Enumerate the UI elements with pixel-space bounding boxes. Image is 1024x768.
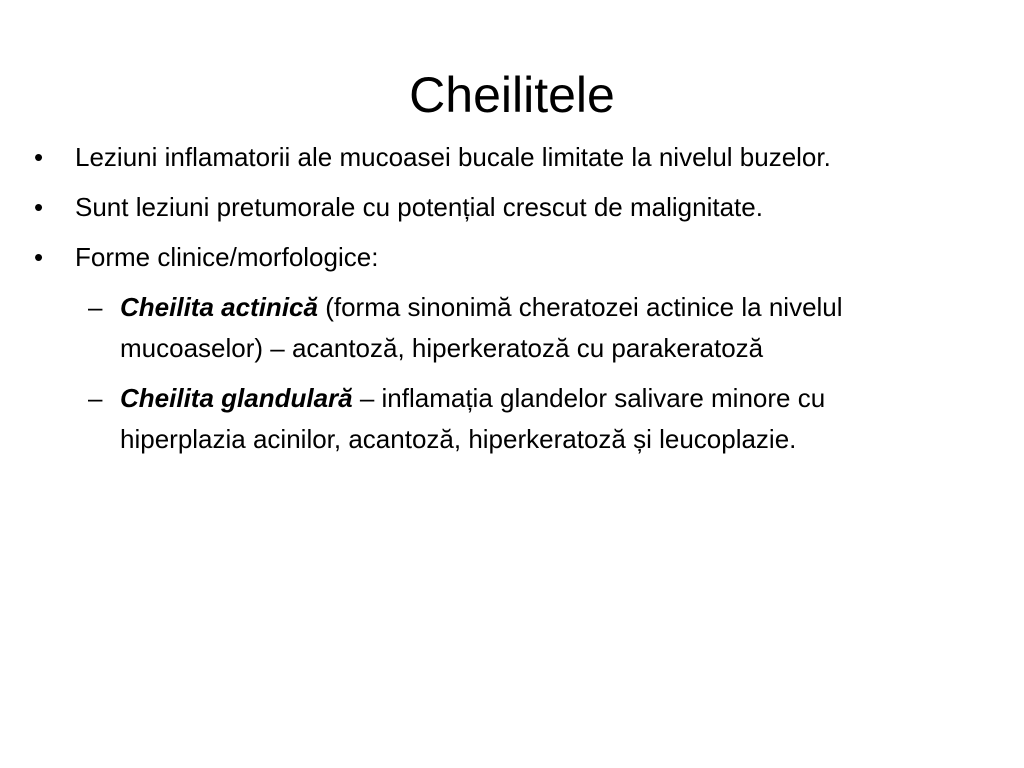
- bullet-item: [32, 237, 932, 278]
- dash-marker: –: [88, 383, 103, 413]
- sub-bullet-item: [32, 287, 932, 369]
- bullet-item: [32, 187, 932, 228]
- bullet-text: Leziuni inflamatorii ale mucoasei bucale limitate la nivelul buzelor.: [75, 142, 831, 172]
- bullet-item: [32, 137, 932, 178]
- bullet-marker: •: [34, 242, 44, 272]
- term-cheilita-glandulara: Cheilita glandulară: [120, 383, 353, 413]
- bullet-marker: •: [34, 142, 44, 172]
- sub-bullet-text: (forma sinonimă cheratozei actinice la nivelul mucoaselor) – acantoză, hiperkeratoză cu parakeratoză: [120, 292, 843, 363]
- sub-bullet-text: – inflamația glandelor salivare minore cu hiperplazia acinilor, acantoză, hiperkeratoză și leucoplazie.: [120, 383, 826, 454]
- sub-bullet-item: [32, 378, 932, 460]
- term-cheilita-actinica: Cheilita actinică: [120, 292, 318, 322]
- slide-content: [32, 137, 932, 469]
- bullet-text: Sunt leziuni pretumorale cu potențial crescut de malignitate.: [75, 192, 763, 222]
- slide-title: Cheilitele: [409, 67, 615, 123]
- bullet-marker: •: [34, 192, 44, 222]
- bullet-text: Forme clinice/morfologice:: [75, 242, 379, 272]
- dash-marker: –: [88, 292, 103, 322]
